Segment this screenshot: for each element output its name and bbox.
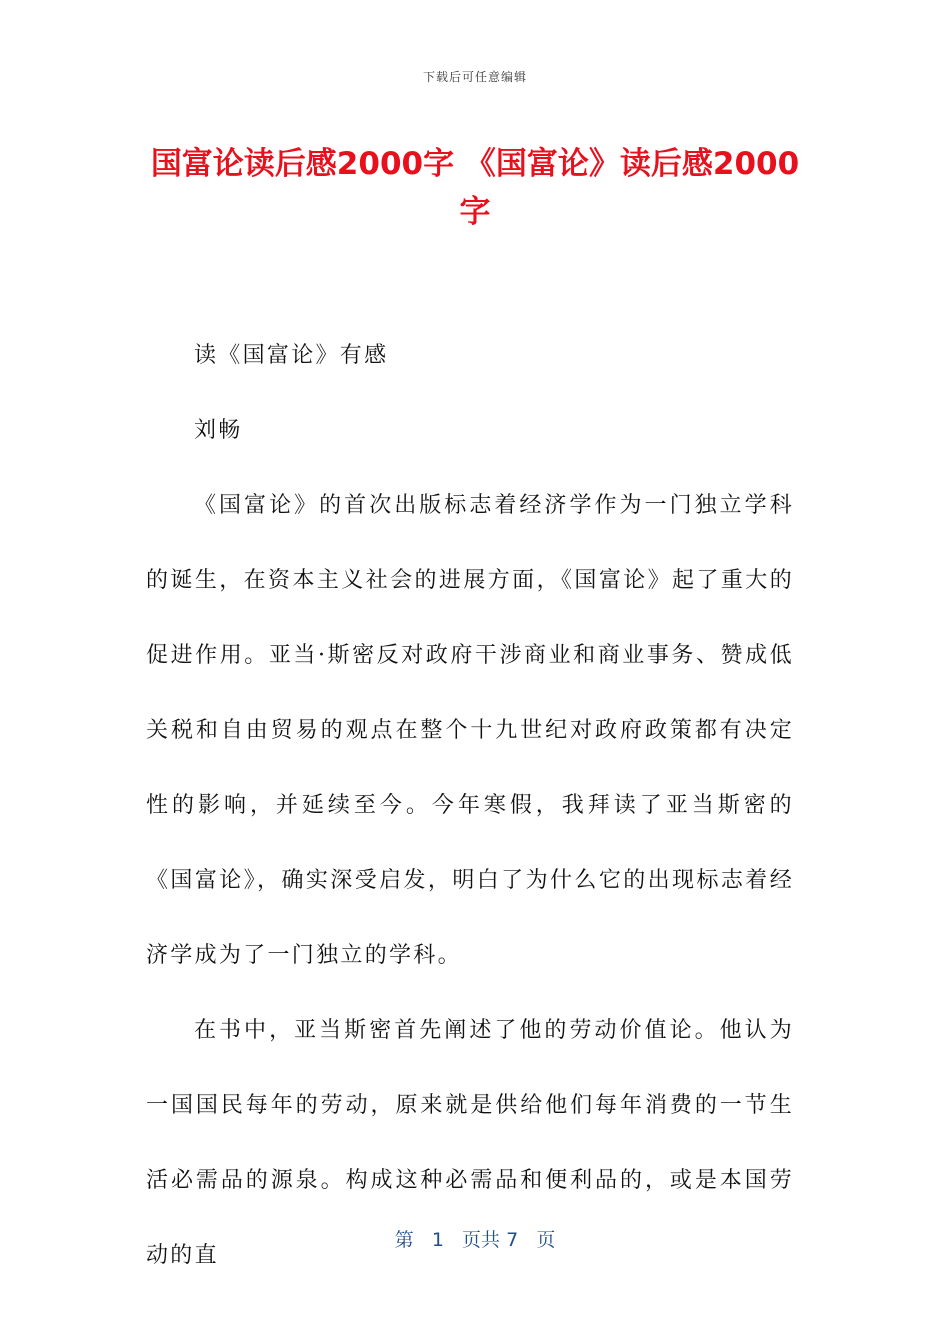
current-page-number: 1: [431, 1229, 444, 1251]
header-note: 下载后可任意编辑: [422, 70, 527, 84]
document-subtitle: 读《国富论》有感: [194, 343, 389, 368]
document-body: [146, 318, 794, 1293]
body-paragraph-2: 在书中，亚当斯密首先阐述了他的劳动价值论。他认为一国国民每年的劳动，原来就是供给他们每年消费的一节生活必需品的源泉。构成这种必需品和便利品的，或是本国劳动的直: [146, 1018, 794, 1268]
page-label-middle: 页共: [462, 1229, 501, 1251]
body-paragraph-1: 《国富论》的首次出版标志着经济学作为一门独立学科的诞生，在资本主义社会的进展方面，《国富论》起了重大的促进作用。亚当·斯密反对政府干涉商业和商业事务、赞成低关税和自由贸易的观点在整个十九世纪对政府政策都有决定性的影响，并延续至今。今年寒假，我拜读了亚当斯密的《国富论》，确实深受启发，明白了为什么它的出现标志着经济学成为了一门独立的学科。: [146, 493, 794, 968]
page-label-suffix: 页: [536, 1229, 556, 1251]
page-label-prefix: 第: [394, 1229, 414, 1251]
author-name: 刘畅: [194, 418, 243, 443]
document-title: 国富论读后感2000字 《国富论》读后感2000字: [150, 146, 800, 230]
page-number-footer: [0, 1225, 950, 1252]
total-pages-number: 7: [506, 1229, 519, 1251]
